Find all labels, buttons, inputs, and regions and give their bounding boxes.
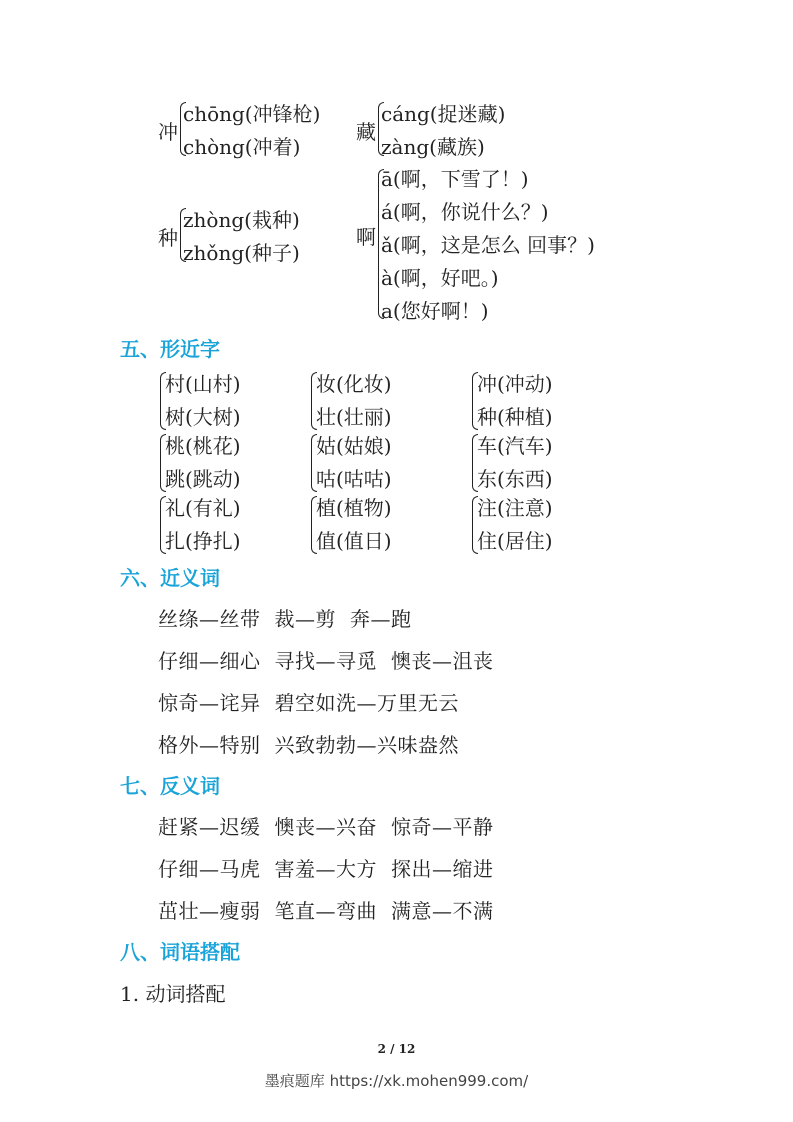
antonym-pair: 赶紧—迟缓	[158, 815, 261, 839]
synonym-pair: 格外—特别	[158, 733, 261, 757]
polyphone-cang	[356, 98, 556, 162]
synonym-pair: 裁—剪	[274, 607, 336, 631]
antonym-pair: 笔直—弯曲	[274, 899, 377, 923]
similar-char: 村(山村)	[165, 372, 241, 396]
antonym-pair: 探出—缩进	[391, 857, 494, 881]
polyphone-char: 种	[158, 226, 178, 250]
polyphone-reading: cáng(捉迷藏)	[381, 102, 506, 126]
similar-char: 住(居住)	[477, 529, 553, 553]
polyphone-reading: a(您好啊！)	[381, 299, 489, 323]
antonym-pair: 仔细—马虎	[158, 857, 261, 881]
polyphone-char: 藏	[356, 120, 376, 144]
similar-char: 车(汽车)	[477, 434, 553, 458]
similar-char: 姑(姑娘)	[316, 434, 392, 458]
synonym-pair: 兴致勃勃—兴味盎然	[274, 733, 459, 757]
section-title-synonyms: 六、近义词	[120, 566, 220, 590]
similar-char: 跳(跳动)	[165, 467, 241, 491]
page-number: 2 / 12	[377, 1042, 416, 1056]
antonym-line	[158, 853, 508, 882]
similar-char: 注(注意)	[477, 496, 553, 520]
antonym-pair: 害羞—大方	[274, 857, 377, 881]
similar-char: 咕(咕咕)	[316, 467, 392, 491]
synonym-pair: 仔细—细心	[158, 649, 261, 673]
subheading-verb-collocations: 1. 动词搭配	[120, 982, 226, 1006]
polyphone-char: 冲	[158, 120, 178, 144]
polyphone-char: 啊	[356, 225, 376, 249]
similar-char: 妆(化妆)	[316, 372, 392, 396]
synonym-pair: 惊奇—诧异	[158, 691, 261, 715]
similar-char: 壮(壮丽)	[316, 405, 392, 429]
similar-char: 礼(有礼)	[165, 496, 241, 520]
antonym-pair: 满意—不满	[391, 899, 494, 923]
polyphone-reading: à(啊，好吧。)	[381, 266, 499, 290]
synonym-pair: 碧空如洗—万里无云	[274, 691, 459, 715]
synonym-line	[158, 645, 508, 674]
section-title-similar-chars: 五、形近字	[120, 337, 220, 361]
synonym-line	[158, 603, 426, 632]
similar-char: 种(种植)	[477, 405, 553, 429]
polyphone-reading: ǎ(啊，这是怎么 回事？)	[381, 233, 595, 257]
antonym-line	[158, 895, 508, 924]
similar-char: 树(大树)	[165, 405, 241, 429]
polyphone-chong	[158, 98, 358, 162]
synonym-pair: 寻找—寻觅	[274, 649, 377, 673]
similar-char: 扎(挣扎)	[165, 529, 241, 553]
footer-watermark: 墨痕题库 https://xk.mohen999.com/	[264, 1072, 529, 1090]
polyphone-reading: zàng(藏族)	[381, 135, 485, 159]
similar-char: 东(东西)	[477, 467, 553, 491]
similar-char: 植(植物)	[316, 496, 392, 520]
synonym-pair: 懊丧—沮丧	[391, 649, 494, 673]
antonym-pair: 茁壮—瘦弱	[158, 899, 261, 923]
synonym-pair: 丝绦—丝带	[158, 607, 261, 631]
polyphone-reading: chòng(冲着)	[183, 135, 301, 159]
synonym-line	[158, 729, 473, 758]
polyphone-reading: chōng(冲锋枪)	[183, 102, 321, 126]
synonym-pair: 奔—跑	[350, 607, 412, 631]
similar-char: 桃(桃花)	[165, 434, 241, 458]
synonym-line	[158, 687, 473, 716]
antonym-pair: 懊丧—兴奋	[274, 815, 377, 839]
antonym-pair: 惊奇—平静	[391, 815, 494, 839]
polyphone-a	[356, 163, 636, 328]
polyphone-reading: ā(啊，下雪了！)	[381, 167, 529, 191]
similar-char: 值(值日)	[316, 529, 392, 553]
polyphone-reading: zhòng(栽种)	[183, 208, 300, 232]
section-title-collocations: 八、词语搭配	[120, 940, 240, 964]
antonym-line	[158, 811, 508, 840]
polyphone-zhong	[158, 204, 358, 268]
polyphone-reading: zhǒng(种子)	[183, 241, 300, 265]
similar-char: 冲(冲动)	[477, 372, 553, 396]
polyphone-reading: á(啊，你说什么？)	[381, 200, 549, 224]
section-title-antonyms: 七、反义词	[120, 774, 220, 798]
